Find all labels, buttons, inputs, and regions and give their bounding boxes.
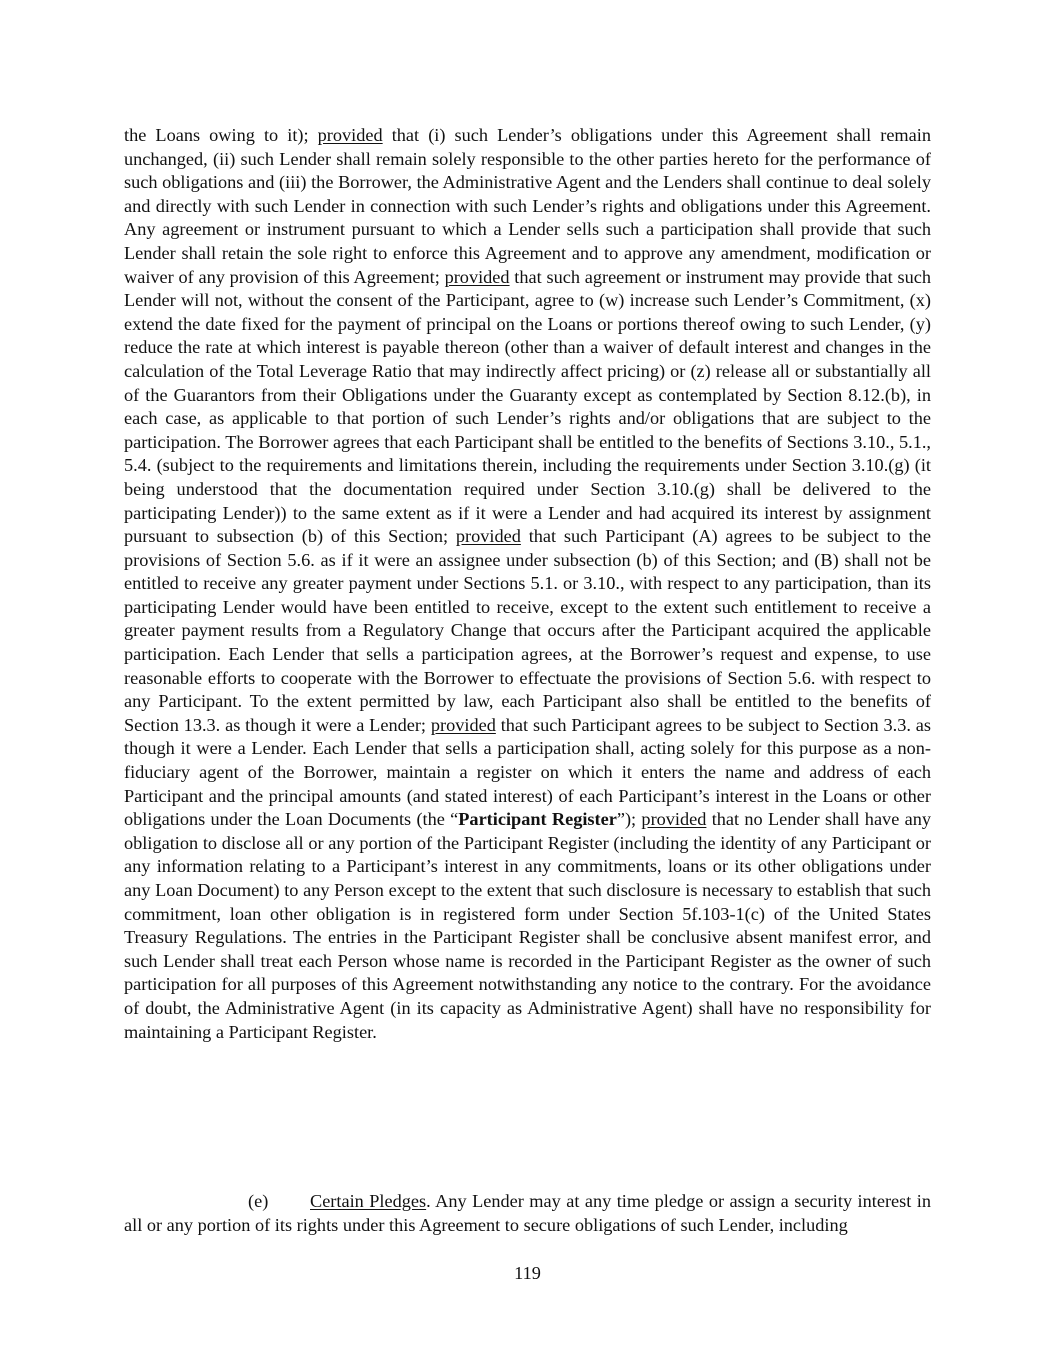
text-run: that (i) such Lender’s obligations under this Agreement shall remain unchanged, (ii) such Lender shall remain solely responsible to the other parties hereto for the performance of such obligations and (iii) the Borrower, the Administrative Agent and the Lenders shall continue to deal solely and directly with such Lender in connection with such Lender’s rights and obligations under this Agreement. Any agreement or instrument pursuant to which a Lender sells such a participation shall provide that such Lender shall retain the sole right to enforce this Agreement and to approve any amendment, modification or waiver of any provision of this Agreement; [124,125,931,287]
certain-pledges-paragraph [124,1190,931,1237]
provided-term: provided [430,714,496,735]
provided-term: provided [317,125,383,145]
clause-heading: Certain Pledges [310,1191,427,1211]
defined-term-participant-register: Participant Register [458,809,617,830]
text-run: ”); [616,809,642,830]
text-run: the Loans owing to it); [124,125,318,145]
text-run: that such Participant (A) agrees to be subject to the provisions of Section 5.6. as if it were an assignee under subsection (b) of this Section; and (B) shall not be entitled to receive any greater payment under Sections 5.1. or 3.10., with respect to any participation, than its participating Lender would have been entitled to receive, except to the extent such entitlement to receive a greater payment results from a Regulatory Change that occurs after the Participant acquired the applicable participation. Each Lender that sells a participation agrees, at the Borrower’s request and expense, to use reasonable efforts to cooperate with the Borrower to effectuate the provisions of Section 5.6. with respect to any Participant. To the extent permitted by law, each Participant also shall be entitled to the benefits of Section 13.3. as though it were a Lender; [124,526,931,735]
participation-paragraph [124,124,931,1044]
text-run: that no Lender shall have any obligation to disclose all or any portion of the Participant Register (including the identity of any Participant or any information relating to a Participant’s interest in any commitments, loans or its other obligations under any Loan Document) to any Person except to the extent that such disclosure is necessary to establish that such commitment, loan other obligation is in registered form under Section 5f.103-1(c) of the United States Treasury Regulations. The entries in the Participant Register shall be conclusive absent manifest error, and such Lender shall treat each Person whose name is recorded in the Participant Register as the owner of such participation for all purposes of this Agreement notwithstanding any notice to the contrary. For the avoidance of doubt, the Administrative Agent (in its capacity as Administrative Agent) shall have no responsibility for maintaining a Participant Register. [124,809,931,1042]
page-number: 119 [514,1263,541,1283]
text-run: that such Participant agrees to be subject to Section 3.3. as though it were a Lender. Each Lender that sells a participation shall, acting solely for this purpose as a non-fiduciary agent of the Borrower, maintain a register on which it enters the name and address of each Participant and the principal amounts (and stated interest) of each Participant’s interest in the Loans or other obligations under the Loan Documents (the “ [124,714,931,830]
provided-term: provided [444,266,510,287]
clause-text: . Any Lender may at any time pledge or assign a security interest in all or any portion of its rights under this Agreement to secure obligations of such Lender, including [124,1191,932,1235]
text-run: that such agreement or instrument may provide that such Lender will not, without the consent of the Participant, agree to (w) increase such Lender’s Commitment, (x) extend the date fixed for the payment of principal on the Loans or portions thereof owing to such Lender, (y) reduce the rate at which interest is payable thereon (other than a waiver of default interest and changes in the calculation of the Total Leverage Ratio that may indirectly affect pricing) or (z) release all or substantially all of the Guarantors from their Obligations under the Guaranty except as contemplated by Section 8.12.(b), in each case, as applicable to that portion of such Lender’s rights and/or obligations that are subject to the participation. The Borrower agrees that each Participant shall be entitled to the benefits of Sections 3.10., 5.1., 5.4. (subject to the requirements and limitations therein, including the requirements under Section 3.10.(g) (it being understood that the documentation required under Section 3.10.(g) shall be delivered to the participating Lender)) to the same extent as if it were a Lender and had acquired its interest by assignment pursuant to subsection (b) of this Section; [124,266,931,547]
provided-term: provided [641,809,707,830]
provided-term: provided [455,526,521,547]
clause-label: (e) [248,1191,269,1211]
